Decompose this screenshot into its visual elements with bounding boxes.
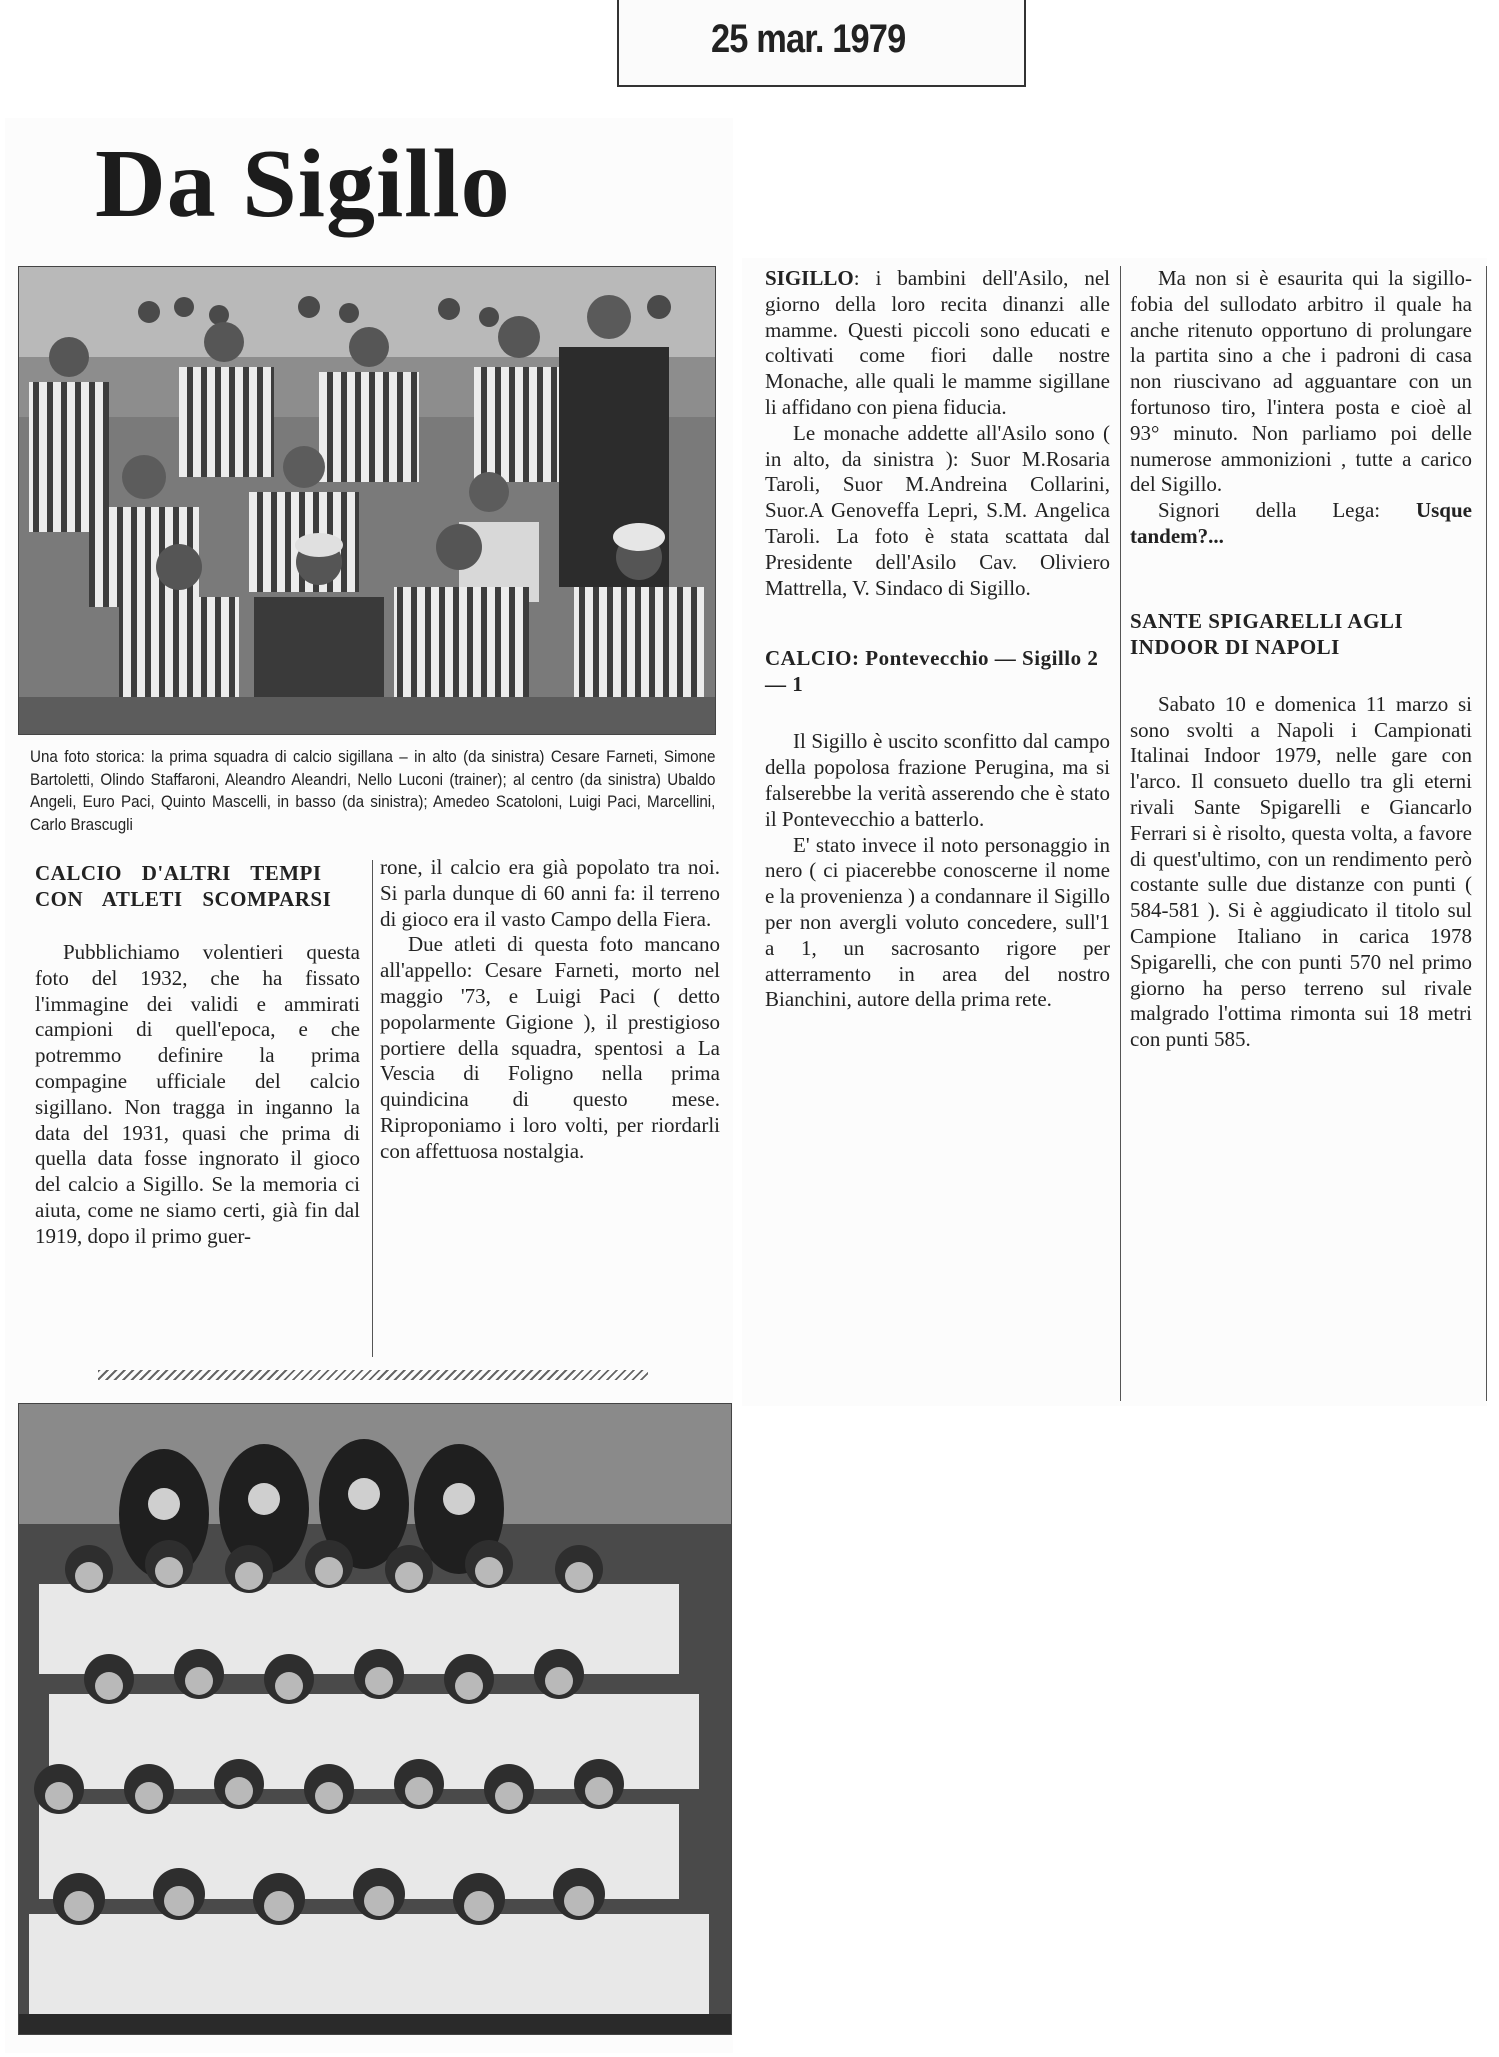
team-photo-caption: Una foto storica: la prima squadra di calcio sigillana – in alto (da sinistra) Cesare Farneti, Simone Bartoletti, Olindo Staffaroni, Aleandro Aleandri, Nello Luconi (trainer); al centro (da sinistra) Ubaldo Angeli, Euro Paci, Quinto Mascelli, in basso (da sinistra); Amedeo Scatoloni, Luigi Paci, Marcellini, Carlo Brascugli (30, 748, 716, 834)
article-calcio-heading: CALCIO D'ALTRI TEMPI CON ATLETI SCOMPARSI (35, 861, 332, 911)
article-asilo-text-1 (765, 266, 1110, 421)
article-calcio-col1-text: Pubblichiamo volentieri questa foto del 1932, che ha fissato l'immagine dei validi e ammirati campioni di quell'epoca, e che potremmo definire la prima compagine ufficiale del calcio sigillano. Non tragga in inganno la data del 1931, quasi che prima di quella data fosse ingnorato il gioco del calcio a Sigillo. Se la memoria ci aiuta, come ne siamo certi, già fin dal 1919, dopo il primo guer- (35, 940, 360, 1248)
team-photo (18, 266, 716, 735)
date-stamp (617, 0, 1026, 87)
masthead-title: Da Sigillo (95, 130, 511, 238)
article-arbitro-usque: Usque tandem?... (1130, 498, 1472, 548)
article-calcio-col1 (35, 860, 360, 1250)
asilo-photo-image (19, 1404, 731, 2034)
article-arbitro (1130, 266, 1472, 1053)
right-column-divider (1120, 266, 1121, 1401)
column-divider (372, 860, 373, 1357)
asilo-photo (18, 1403, 732, 2035)
article-calcio-col2 (380, 855, 720, 1165)
team-photo-image (19, 267, 715, 734)
article-pontevecchio-text-1: Il Sigillo è uscito sconfitto dal campo della popolosa frazione Perugina, ma si falserebbe la verità asserendo che è stato il Pontevecchio a batterlo. (765, 729, 1110, 831)
right-edge-rule (1486, 266, 1487, 1401)
article-asilo (765, 266, 1110, 1013)
article-spigarelli-heading: SANTE SPIGARELLI AGLI INDOOR DI NAPOLI (1130, 608, 1404, 659)
article-calcio-col2-text-2: Due atleti di questa foto mancano all'appello: Cesare Farneti, morto nel maggio '73, e Luigi Paci ( detto popolarmente Gigione ), il prestigioso portiere della squadra, spentosi a La Vescia di Foligno nella prima quindicina di questo mese. Riproponiamo i loro volti, per riordarli con affettuosa nostalgia. (380, 932, 720, 1163)
article-asilo-lead: SIGILLO (765, 266, 854, 290)
date-text: 25 mar. 1979 (711, 17, 906, 61)
article-pontevecchio-heading: CALCIO: Pontevecchio — Sigillo 2 — 1 (765, 646, 1099, 697)
article-arbitro-text-2 (1130, 498, 1472, 550)
article-spigarelli-text-1: Sabato 10 e domenica 11 marzo si sono svolti a Napoli i Campionati Italinai Indoor 1979, nelle gare con l'arco. Il consueto duello tra gli eterni rivali Sante Spigarelli e Giancarlo Ferrari si è risolto, questa volta, a favore di quest'ultimo, con un rendimento però costante sulle due distanze con punti ( 584-581 ). Si è aggiudicato il titolo sul Campione Italiano in carica 1978 Spigarelli, che con punti 570 nel primo giorno ha perso terreno sul rivale malgrado l'ottima rimonta sui 18 metri con punti 585. (1130, 691, 1472, 1052)
article-arbitro-text-1: Ma non si è esaurita qui la sigillo-fobia del sullodato arbitro il quale ha anche ritenuto opportuno di prolungare la partita sino a che i padroni di casa non riuscivano ad agguantare con un fortunoso tiro, l'intera posta e cioè al 93° minuto. Non parliamo poi delle numerose ammonizioni , tutte a carico del Sigillo. (1130, 266, 1472, 497)
article-asilo-body-1: : i bambini dell'Asilo, nel giorno della loro recita dinanzi alle mamme. Questi piccoli sono educati e coltivati come fiori dalle nostre Monache, alle quali le mamme sigillane li affidano con piena fiducia. (765, 266, 1110, 419)
article-asilo-text-2: Le monache addette all'Asilo sono ( in alto, da sinistra ): Suor M.Rosaria Taroli, Suor M.Andreina Collarini, Suor.A Genoveffa Lepri, S.M. Angelica Taroli. La foto è stata scattata dal Presidente dell'Asilo Cav. Oliviero Mattrella, V. Sindaco di Sigillo. (765, 420, 1110, 600)
wavy-divider (98, 1370, 648, 1380)
article-arbitro-lega: Signori della Lega: (1158, 498, 1416, 523)
article-calcio-col2-text-1: rone, il calcio era già popolato tra noi. Si parla dunque di 60 anni fa: il terreno di gioco era il vasto Campo della Fiera. (380, 855, 720, 931)
article-pontevecchio-text-2: E' stato invece il noto personaggio in nero ( ci piacerebbe conoscerne il nome e la provenienza ) a condannare il Sigillo per non avergli voluto concedere, sull'1 a 1, un sacrosanto rigore per atterramento in area del nostro Bianchini, autore della prima rete. (765, 832, 1110, 1012)
